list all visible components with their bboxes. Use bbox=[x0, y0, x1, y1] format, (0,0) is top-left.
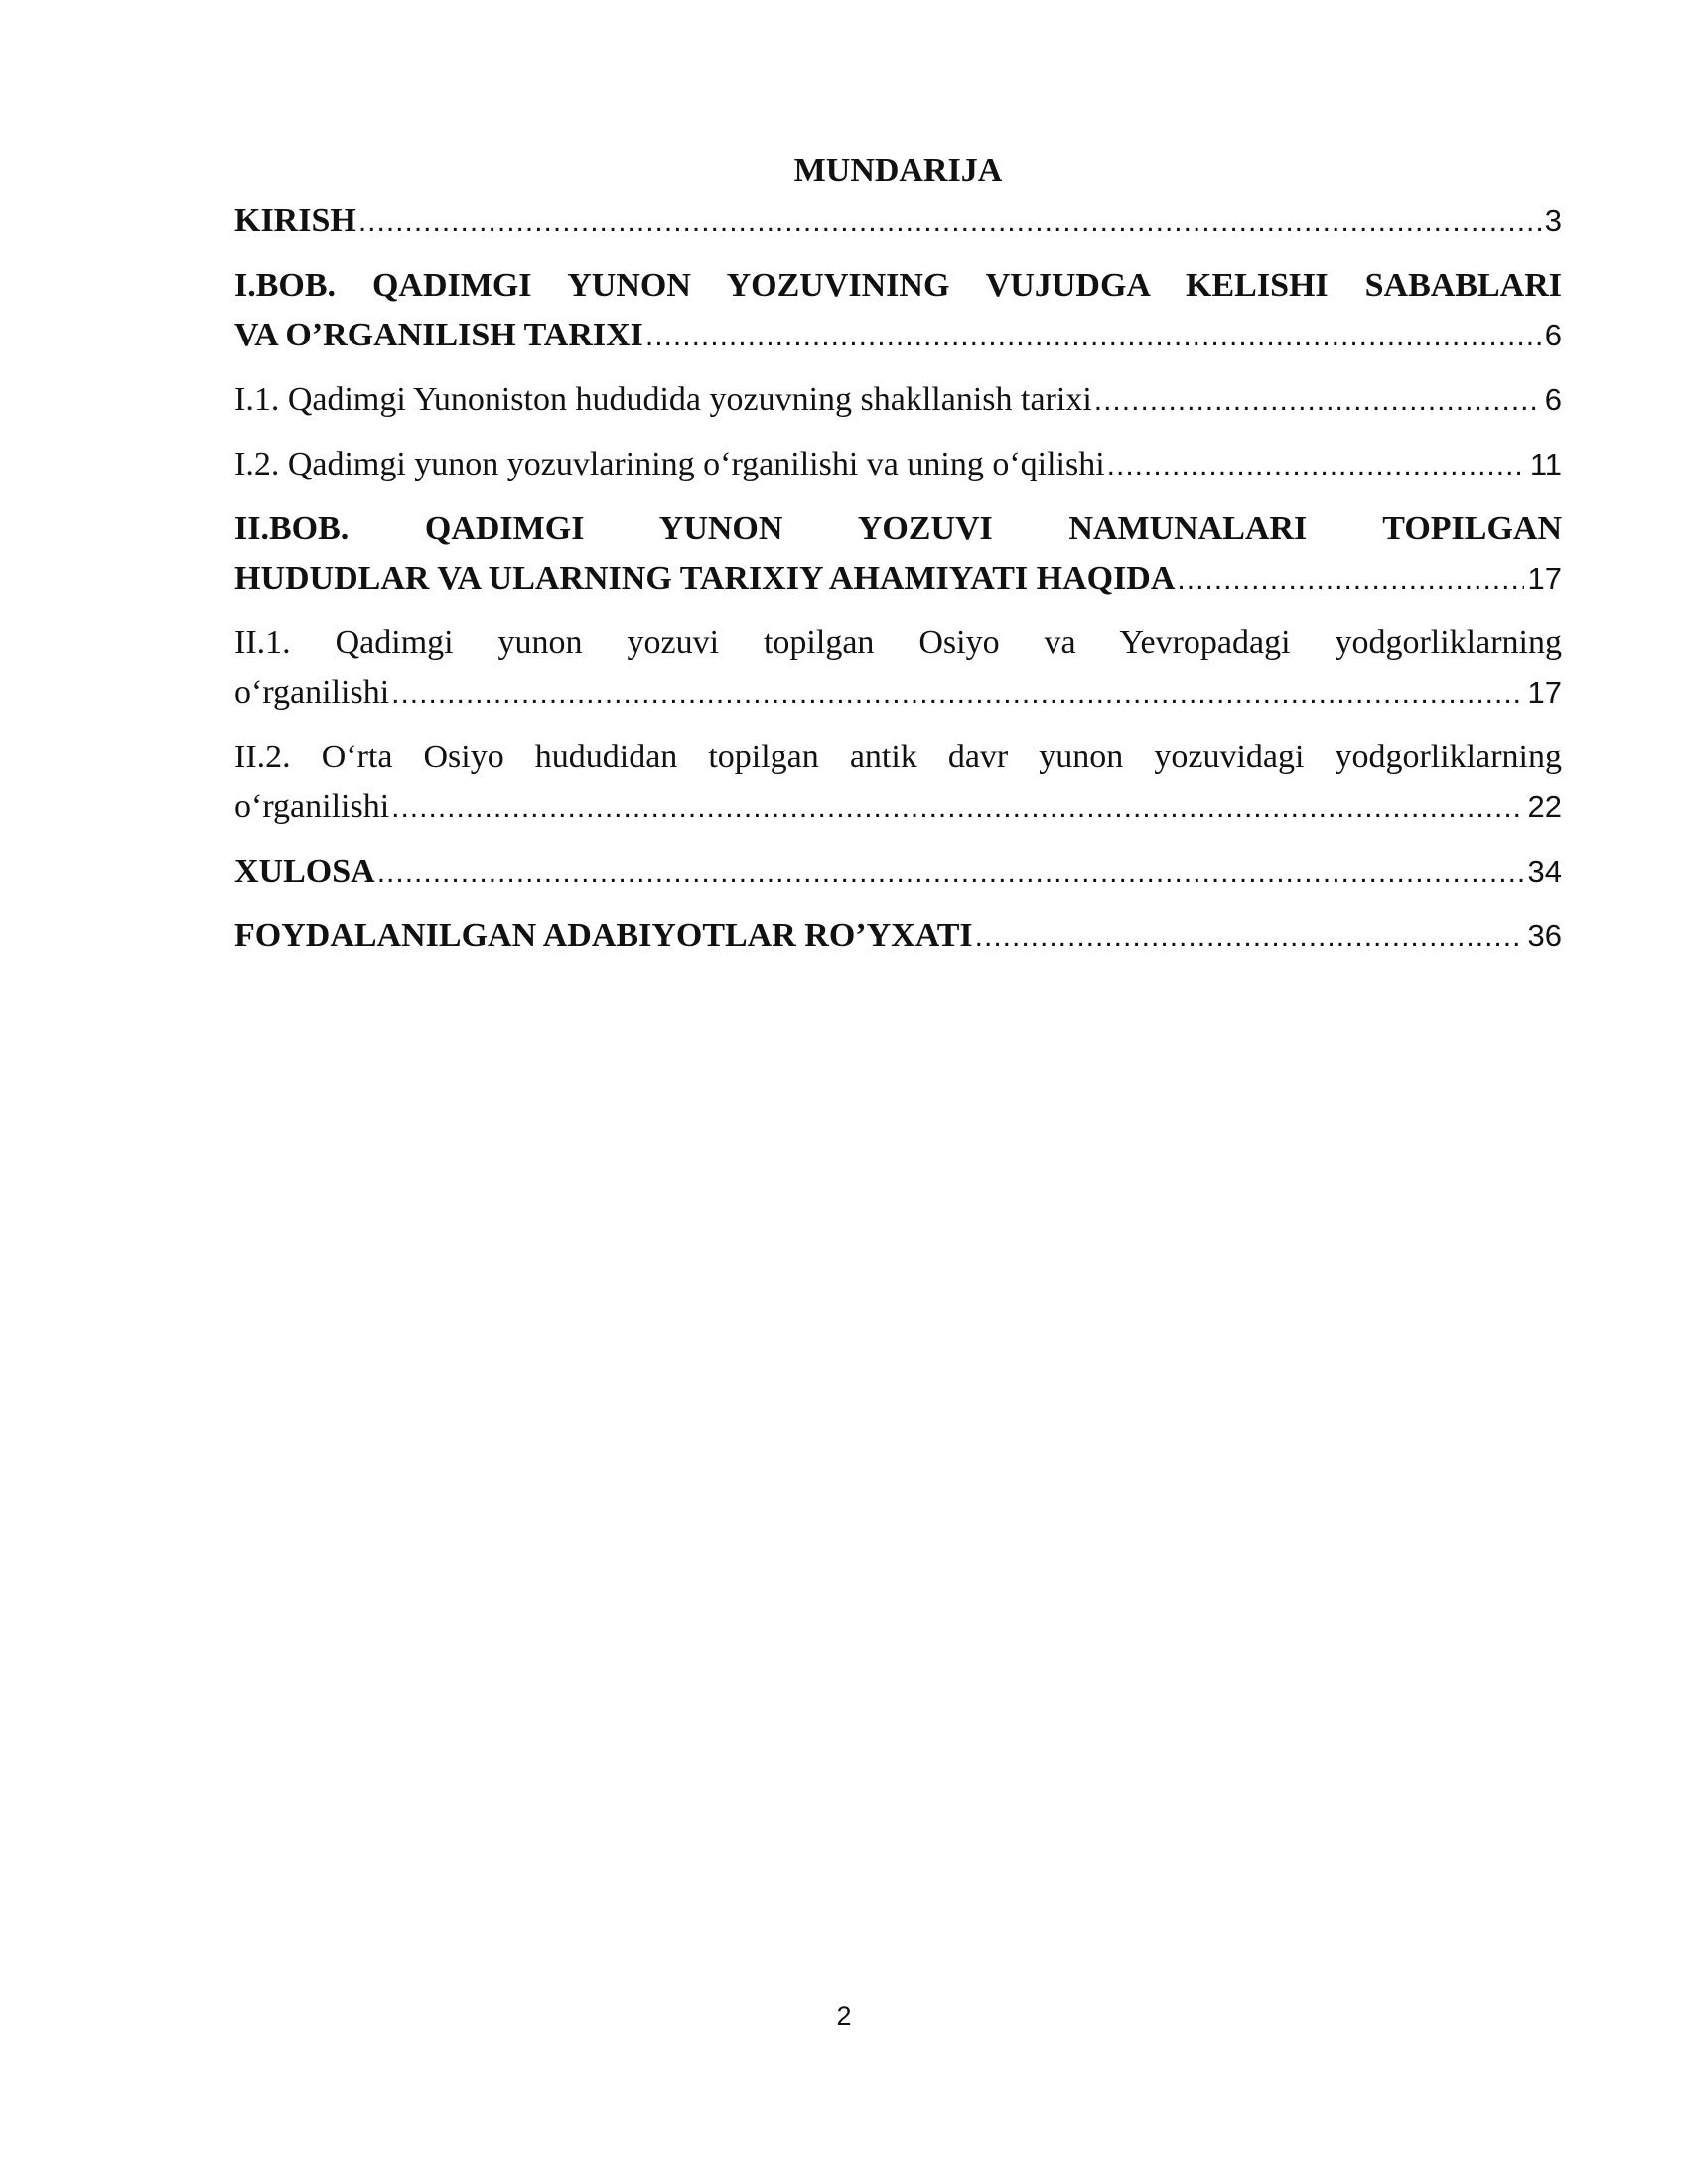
dot-leader bbox=[391, 669, 1523, 719]
dot-leader bbox=[645, 312, 1541, 361]
dot-leader bbox=[975, 912, 1524, 962]
toc-entry-title: I.1. Qadimgi Yunoniston hududida yozuvning shakllanish tarixi bbox=[234, 381, 1092, 418]
dot-leader bbox=[358, 198, 1541, 247]
table-of-contents bbox=[234, 151, 1562, 962]
toc-entry-title: II.BOB. QADIMGI YUNON YOZUVI NAMUNALARI TOPILGAN bbox=[234, 510, 1562, 547]
toc-entry-title: I.BOB. QADIMGI YUNON YOZUVINING VUJUDGA KELISHI SABABLARI bbox=[234, 267, 1562, 304]
toc-entry-chapter-2[interactable] bbox=[234, 504, 1562, 605]
toc-page-number: 6 bbox=[1544, 382, 1562, 417]
toc-entry-section-2-1[interactable] bbox=[234, 618, 1562, 719]
toc-entry-references[interactable] bbox=[234, 911, 1562, 962]
toc-entry-title: KIRISH bbox=[234, 203, 356, 239]
toc-page-number: 11 bbox=[1529, 447, 1562, 481]
toc-page-number: 22 bbox=[1527, 789, 1562, 824]
toc-entry-title: II.2. O‘rta Osiyo hududidan topilgan antik davr yunon yozuvidagi yodgorliklarning bbox=[234, 739, 1562, 775]
toc-entry-kirish[interactable] bbox=[234, 197, 1562, 247]
toc-page-number: 36 bbox=[1527, 918, 1562, 953]
toc-entry-title: I.2. Qadimgi yunon yozuvlarining o‘rganilishi va uning o‘qilishi bbox=[234, 446, 1105, 482]
dot-leader bbox=[377, 848, 1524, 897]
toc-entry-section-1-1[interactable] bbox=[234, 375, 1562, 426]
toc-page-number: 6 bbox=[1544, 318, 1562, 352]
toc-entry-title: XULOSA bbox=[234, 853, 375, 889]
dot-leader bbox=[1107, 441, 1526, 490]
dot-leader bbox=[391, 783, 1523, 833]
page-number: 2 bbox=[836, 2001, 852, 2031]
toc-entry-title-continued: HUDUDLAR VA ULARNING TARIXIY AHAMIYATI HAQIDA bbox=[234, 560, 1176, 597]
toc-entry-title: FOYDALANILGAN ADABIYOTLAR RO’YXATI bbox=[234, 917, 973, 954]
toc-entry-title: II.1. Qadimgi yunon yozuvi topilgan Osiyo va Yevropadagi yodgorliklarning bbox=[234, 624, 1562, 661]
toc-entry-xulosa[interactable] bbox=[234, 847, 1562, 897]
toc-entry-title-continued: o‘rganilishi bbox=[234, 674, 390, 711]
toc-entry-section-2-2[interactable] bbox=[234, 733, 1562, 833]
toc-page-number: 3 bbox=[1544, 204, 1562, 238]
dot-leader bbox=[1094, 376, 1541, 426]
toc-entry-chapter-1[interactable] bbox=[234, 261, 1562, 361]
toc-entry-title-continued: VA O’RGANILISH TARIXI bbox=[234, 317, 643, 353]
toc-entry-section-1-2[interactable] bbox=[234, 440, 1562, 490]
toc-page-number: 34 bbox=[1527, 854, 1562, 888]
toc-title: MUNDARIJA bbox=[793, 152, 1003, 189]
dot-leader bbox=[1177, 555, 1523, 605]
toc-page-number: 17 bbox=[1527, 675, 1562, 710]
toc-page-number: 17 bbox=[1527, 561, 1562, 596]
toc-entry-title-continued: o‘rganilishi bbox=[234, 788, 390, 825]
